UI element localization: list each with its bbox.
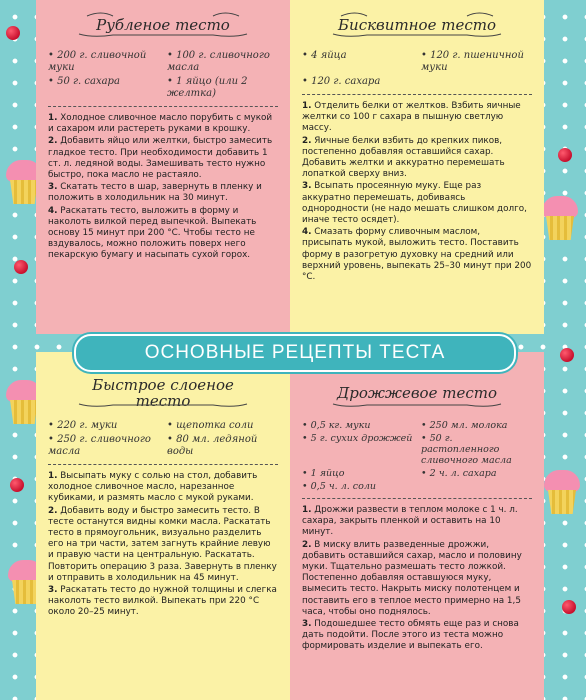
recipe-title-wrap [48, 374, 278, 412]
recipe-title: Дрожжевое тесто [337, 384, 497, 402]
step-text: Скатать тесто в шар, завернуть в пленку и положить в холодильник на 30 минут. [48, 182, 262, 204]
step-item [302, 101, 532, 135]
ingredient-item: • 220 г. муки [48, 420, 159, 432]
dashed-divider [48, 464, 278, 465]
step-text: Яичные белки взбить до крепких пиков, постепенно добавляя оставшийся сахар. Добавить желтки и аккуратно перемешать лопаткой сверху вниз. [302, 135, 505, 180]
ingredient-item: • 0,5 кг. муки [302, 420, 413, 431]
step-list [48, 471, 278, 619]
step-item [48, 471, 278, 505]
recipe-title-wrap [48, 8, 278, 42]
step-number: 3. [48, 585, 58, 596]
ingredient-item: • 200 г. сливочной муки [48, 50, 159, 74]
cherry-icon [6, 26, 20, 40]
cupcake-icon [542, 470, 582, 516]
recipe-title: Бисквитное тесто [338, 16, 496, 34]
section-banner [74, 334, 516, 372]
step-number: 4. [48, 205, 58, 216]
ingredient-list [48, 50, 278, 100]
step-number: 3. [302, 619, 312, 630]
recipe-card-shortcrust [36, 0, 290, 334]
step-item [48, 182, 278, 204]
step-number: 4. [302, 227, 312, 238]
ingredient-item: • 50 г. сахара [48, 76, 159, 100]
step-text: Раскатать тесто до нужной толщины и слегка наколоть тесто вилкой. Выпекать при 220 °С около 20–25 минут. [48, 585, 277, 618]
recipe-title-wrap [302, 374, 532, 412]
step-list [48, 113, 278, 262]
recipe-card-yeast [290, 352, 544, 700]
step-number: 2. [48, 505, 58, 516]
step-list [302, 505, 532, 653]
dashed-divider [302, 498, 532, 499]
step-item [48, 136, 278, 181]
ingredient-item: • 2 ч. л. сахара [421, 468, 532, 479]
ingredient-list [48, 420, 278, 458]
step-item [302, 136, 532, 181]
step-text: Смазать форму сливочным маслом, присыпать мукой, выложить тесто. Поставить форму в разогретую духовку на средний или верхний уровень, выпекать 25–30 минут при 200 °С. [302, 227, 532, 283]
ingredient-item: • щепотка соли [167, 420, 278, 432]
recipe-title: Быстрое слоеное тесто [92, 376, 234, 410]
step-item [302, 540, 532, 618]
step-item [302, 181, 532, 226]
step-text: Подошедшее тесто обмять еще раз и снова дать подойти. После этого из теста можно формировать изделие и выпекать его. [302, 619, 519, 652]
cherry-icon [560, 348, 574, 362]
ingredient-list [302, 420, 532, 492]
ingredient-list [302, 50, 532, 88]
recipe-card-sponge [290, 0, 544, 334]
step-number: 2. [302, 539, 312, 550]
step-item [48, 585, 278, 619]
ingredient-item: • 0,5 ч. л. соли [302, 481, 413, 492]
cupcake-icon [540, 196, 580, 242]
step-item [302, 619, 532, 653]
step-number: 1. [48, 113, 58, 123]
recipe-title-wrap [302, 8, 532, 42]
ingredient-item: • 100 г. сливочного масла [167, 50, 278, 74]
ingredient-item: • 5 г. сухих дрожжей [302, 433, 413, 466]
step-number: 1. [48, 471, 58, 481]
step-text: Добавить воду и быстро замесить тесто. В тесте останутся видны комки масла. Раскатать тесто в прямоугольник, визуально разделить его на три части, затем загнуть крайние левую и правую части на центральную. Раскатать. Повторить операцию 3 раза. Завернуть в пленку и отправить в холодильник на 45 минут. [48, 505, 277, 583]
ingredient-item: • 120 г. сахара [302, 76, 413, 88]
ingredient-item: • 250 мл. молока [421, 420, 532, 431]
ingredient-item: • 1 яйцо (или 2 желтка) [167, 76, 278, 100]
step-text: Холодное сливочное масло порубить с мукой и сахаром или растереть руками в крошку. [48, 113, 273, 135]
ingredient-item: • 80 мл. ледяной воды [167, 434, 278, 458]
step-number: 2. [48, 136, 58, 147]
ingredient-item: • 1 яйцо [302, 468, 413, 479]
ingredient-item: • 50 г. растопленного сливочного масла [421, 433, 532, 466]
step-text: Отделить белки от желтков. Взбить яичные желтки со 100 г сахара в пышную светлую массу. [302, 101, 521, 134]
step-item [48, 113, 278, 135]
step-item [302, 227, 532, 283]
cherry-icon [10, 478, 24, 492]
recipe-title: Рубленое тесто [96, 16, 230, 34]
dashed-divider [48, 106, 278, 107]
cherry-icon [558, 148, 572, 162]
cherry-icon [562, 600, 576, 614]
title-swirl-icon [327, 374, 507, 412]
title-swirl-icon [327, 8, 507, 42]
ingredient-item: • 120 г. пшеничной муки [421, 50, 532, 74]
ingredient-item: • 250 г. сливочного масла [48, 434, 159, 458]
title-swirl-icon [73, 374, 253, 412]
step-text: Высыпать муку с солью на стол, добавить холодное сливочное масло, нарезанное кубиками, и размять масло с мукой руками. [48, 471, 258, 504]
step-text: Дрожжи развести в теплом молоке с 1 ч. л. сахара, закрыть пленкой и оставить на 10 минут. [302, 505, 518, 538]
step-text: Добавить яйцо или желтки, быстро замесить гладкое тесто. При необходимости добавить 1 ст. л. ледяной воды. Замешивать тесто нужно быстро, пока масло не растаяло. [48, 136, 273, 181]
step-item [302, 505, 532, 539]
step-item [48, 206, 278, 262]
ingredient-item: • 4 яйца [302, 50, 413, 74]
step-list [302, 101, 532, 283]
step-text: В миску влить разведенные дрожжи, добавить оставшийся сахар, масло и половину муки. Тщательно размешать тесто ложкой. Постепенно добавляя оставшуюся муку, вымесить тесто. Накрыть миску полотенцем и поставить его в теплое место примерно на 1,5 часа, чтобы оно поднялось. [302, 539, 522, 617]
step-item [48, 506, 278, 584]
banner-title: ОСНОВНЫЕ РЕЦЕПТЫ ТЕСТА [144, 342, 446, 363]
step-text: Всыпать просеянную муку. Еще раз аккуратно перемешать, добиваясь однородности (не надо мешать слишком долго, иначе тесто осядет). [302, 181, 527, 226]
title-swirl-icon [73, 8, 253, 42]
recipe-card-puff-pastry [36, 352, 290, 700]
dashed-divider [302, 94, 532, 95]
step-number: 1. [302, 101, 312, 111]
step-number: 3. [302, 181, 312, 192]
step-text: Раскатать тесто, выложить в форму и наколоть вилкой перед выпечкой. Выпекать основу 15 минут при 200 °С. Чтобы тесто не вздувалось, можно положить поверх него пекарскую бумагу и насыпать сухой горох. [48, 205, 257, 261]
step-number: 1. [302, 505, 312, 515]
step-number: 2. [302, 135, 312, 146]
step-number: 3. [48, 182, 58, 193]
cherry-icon [14, 260, 28, 274]
